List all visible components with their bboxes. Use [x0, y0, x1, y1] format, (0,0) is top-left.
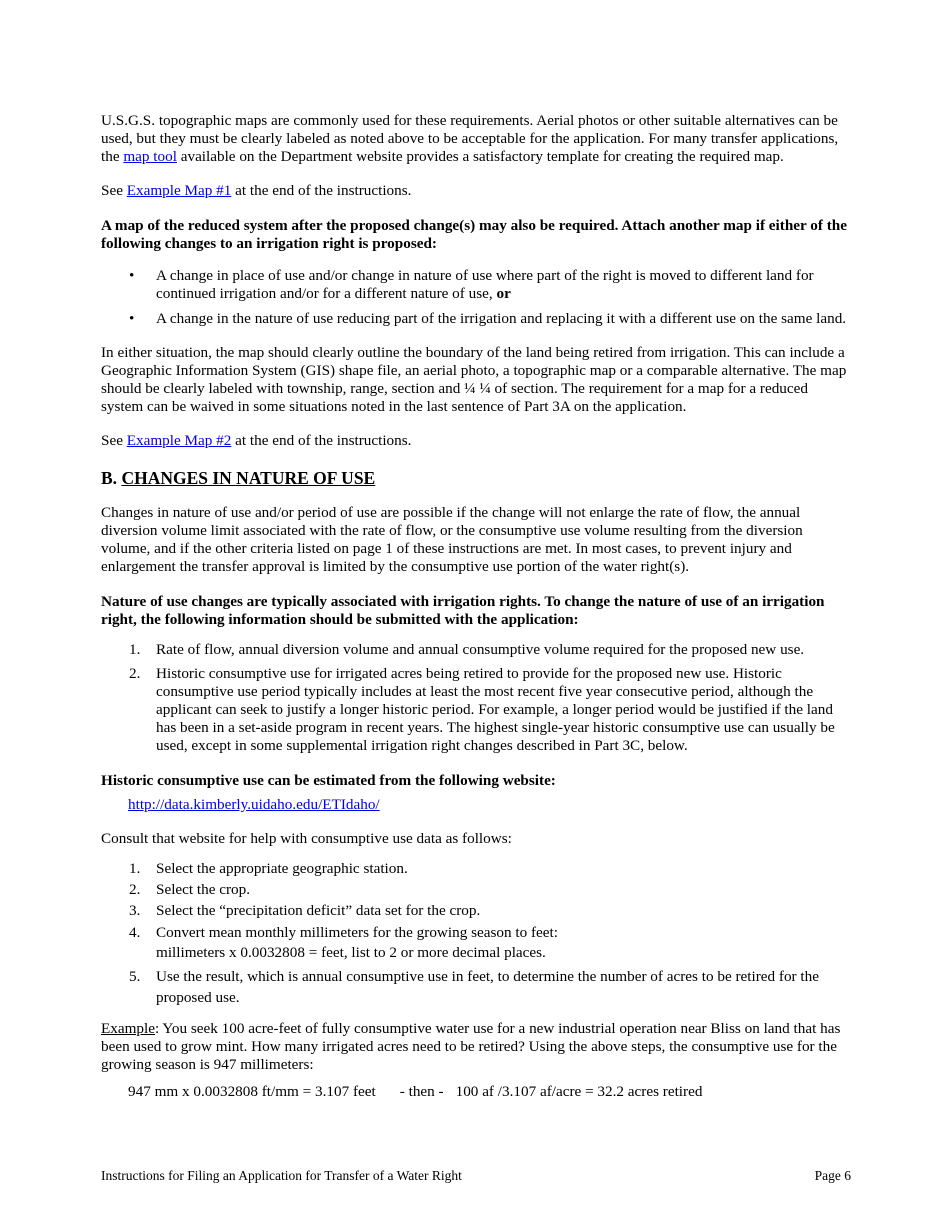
- step-text-formula: millimeters x 0.0032808 = feet, list to 2 or more decimal places.: [156, 944, 546, 961]
- website-line: [101, 796, 851, 814]
- bullet-text: A change in place of use and/or change in nature of use where part of the right is moved to different land for continued irrigation and/or for a different nature of use,: [156, 267, 814, 302]
- step-text: Use the result, which is annual consumptive use in feet, to determine the number of acres to be retired for the proposed use.: [156, 968, 819, 1006]
- nature-of-use-bold: [101, 593, 851, 629]
- see-example-map-1: [101, 182, 851, 200]
- reduced-system-bold: A map of the reduced system after the proposed change(s) may also be required. Attach another map if either of the following changes to an irrigation right is proposed:: [101, 217, 847, 252]
- list-item: [101, 902, 851, 920]
- step-number: 5.: [129, 968, 141, 985]
- either-situation-paragraph: In either situation, the map should clearly outline the boundary of the land being retired from irrigation. This can include a Geographic Information System (GIS) shape file, an aerial photo, a topographic map or a comparable alternative. The map should be clearly labeled with township, range, section and ¼ ¼ of section. The requirement for a map for a reduced system can be waived in some situations noted in the last sentence of Part 3A on the application.: [101, 344, 847, 415]
- section-prefix: B.: [101, 468, 122, 488]
- example-label: Example: [101, 1020, 155, 1037]
- list-item: [101, 860, 851, 878]
- change-bullet-list: [101, 267, 851, 328]
- document-page: [101, 112, 851, 1101]
- step-number: 4.: [129, 924, 141, 941]
- item-number: 2.: [129, 665, 141, 682]
- steps-list: [101, 860, 851, 1008]
- list-item: [101, 665, 851, 755]
- calculation-line: [101, 1083, 851, 1101]
- reduced-system-heading: [101, 217, 851, 253]
- calc-then: - then -: [399, 1083, 444, 1100]
- item-text: Rate of flow, annual diversion volume and annual consumptive volume required for the proposed new use.: [156, 641, 805, 658]
- see-example-map-2: [101, 432, 851, 450]
- section-b-heading: [101, 468, 851, 488]
- list-item: [101, 641, 851, 659]
- historic-bold: Historic consumptive use can be estimated from the following website:: [101, 772, 556, 789]
- step-number: 2.: [129, 881, 141, 898]
- step-text: Select the appropriate geographic station.: [156, 860, 408, 877]
- example-map-2-link[interactable]: Example Map #2: [126, 432, 232, 449]
- intro-text: U.S.G.S. topographic maps are commonly used for these requirements. Aerial photos or other suitable alternatives can be used, but they must be clearly labeled as noted above to be acceptable for the application. For many transfer applications, the: [101, 112, 839, 165]
- footer-title: Instructions for Filing an Application for Transfer of a Water Right: [101, 1168, 462, 1183]
- see-text-end: at the end of the instructions.: [231, 432, 412, 449]
- item-number: 1.: [129, 641, 141, 658]
- submission-list: [101, 641, 851, 755]
- nature-bold-text: Nature of use changes are typically associated with irrigation rights. To change the nature of use of an irrigation right, the following information should be submitted with the application:: [101, 593, 825, 628]
- list-item: [101, 966, 851, 1008]
- consult-paragraph: Consult that website for help with consumptive use data as follows:: [101, 830, 512, 847]
- list-item: [101, 310, 851, 328]
- example-map-1-link[interactable]: Example Map #1: [126, 182, 232, 199]
- see-text: See: [101, 182, 127, 199]
- map-tool-link[interactable]: map tool: [123, 148, 177, 165]
- step-number: 1.: [129, 860, 141, 877]
- example-text: : You seek 100 acre-feet of fully consumptive water use for a new industrial operation near Bliss on land that has been used to grow mint. How many irrigated acres need to be retired? Using the above steps, the consumptive use for the growing season is 947 millimeters:: [101, 1020, 841, 1073]
- page-footer: [101, 1167, 851, 1185]
- historic-heading: [101, 772, 851, 790]
- item-text: Historic consumptive use for irrigated acres being retired to provide for the proposed new use. Historic consumptive use period typically includes at least the most recent five year consecutive period, although the applicant can seek to justify a longer historic period. For example, a longer period would be justified if the land has been in a set-aside program in recent years. The highest single-year historic consumptive use can usually be used, except in some supplemental irrigation right changes described in Part 3C, below.: [156, 665, 835, 754]
- bullet-or: or: [496, 285, 511, 302]
- step-text: Select the “precipitation deficit” data set for the crop.: [156, 902, 481, 919]
- section-title: CHANGES IN NATURE OF USE: [121, 468, 376, 488]
- example-paragraph: [101, 1020, 851, 1074]
- list-item: [101, 267, 851, 303]
- bullet-text: A change in the nature of use reducing part of the irrigation and replacing it with a different use on the same land.: [156, 310, 847, 327]
- see-text: See: [101, 432, 127, 449]
- etidaho-link[interactable]: http://data.kimberly.uidaho.edu/ETIdaho/: [128, 796, 380, 813]
- bullet-glyph: •: [129, 310, 135, 327]
- page-number: Page 6: [814, 1168, 851, 1183]
- calc-step-1: 947 mm x 0.0032808 ft/mm = 3.107 feet: [128, 1083, 376, 1100]
- list-item: [101, 881, 851, 899]
- step-number: 3.: [129, 902, 141, 919]
- list-item: [101, 923, 851, 963]
- intro-text-end: available on the Department website provides a satisfactory template for creating the required map.: [176, 148, 784, 165]
- intro-paragraph: [101, 112, 851, 166]
- step-text: Select the crop.: [156, 881, 251, 898]
- nature-of-use-paragraph: Changes in nature of use and/or period of use are possible if the change will not enlarge the rate of flow, the annual diversion volume limit associated with the rate of flow, or the consumptive use volume resulting from the diversion volume, and if the other criteria listed on page 1 of these instructions are met. In most cases, to prevent injury and enlargement the transfer approval is limited by the consumptive use portion of the water right(s).: [101, 504, 803, 575]
- bullet-glyph: •: [129, 267, 135, 284]
- step-text: Convert mean monthly millimeters for the growing season to feet:: [156, 924, 558, 941]
- see-text-end: at the end of the instructions.: [231, 182, 412, 199]
- calc-step-2: 100 af /3.107 af/acre = 32.2 acres retired: [455, 1083, 703, 1100]
